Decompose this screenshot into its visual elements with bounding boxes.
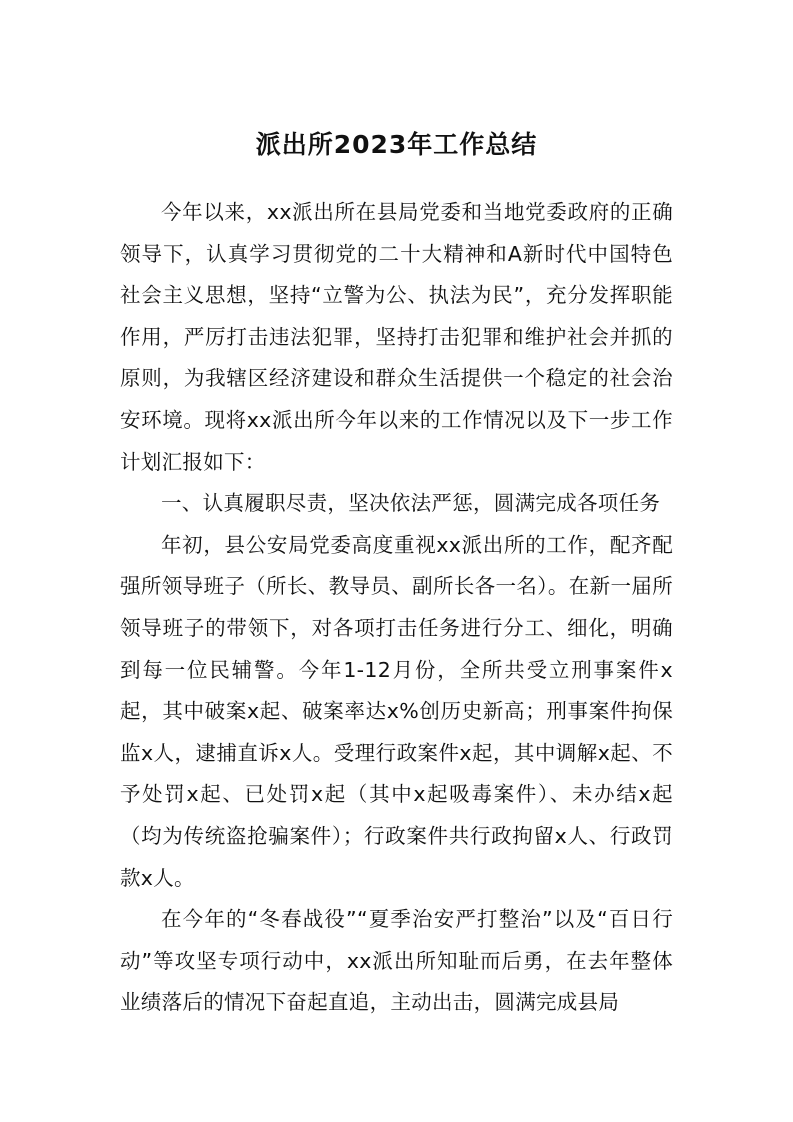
document-title: 派出所2023年工作总结	[255, 130, 538, 159]
intro-paragraph: 今年以来，xx派出所在县局党委和当地党委政府的正确领导下，认真学习贯彻党的二十大精神和A新时代中国特色社会主义思想，坚持“立警为公、执法为民”，充分发挥职能作用，严厉打击违法犯罪，坚持打击犯罪和维护社会并抓的原则，为我辖区经济建设和群众生活提供一个稳定的社会治安环境。现将xx派出所今年以来的工作情况以及下一步工作计划汇报如下：	[120, 200, 673, 474]
section-1-paragraph-2: 在今年的“冬春战役”“夏季治安严打整治”以及“百日行动”等攻坚专项行动中，xx派出所知耻而后勇，在去年整体业绩落后的情况下奋起直追，主动出击，圆满完成县局	[120, 907, 673, 1015]
section-1-paragraph-1: 年初，县公安局党委高度重视xx派出所的工作，配齐配强所领导班子（所长、教导员、副所长各一名）。在新一届所领导班子的带领下，对各项打击任务进行分工、细化，明确到每一位民辅警。今年1-12月份，全所共受立刑事案件x起，其中破案x起、破案率达x%创历史新高；刑事案件拘保监x人，逮捕直诉x人。受理行政案件x起，其中调解x起、不予处罚x起、已处罚x起（其中x起吸毒案件）、未办结x起（均为传统盗抢骗案件）；行政案件共行政拘留x人、行政罚款x人。	[120, 532, 673, 890]
section-heading-1: 一、认真履职尽责，坚决依法严惩，圆满完成各项任务	[161, 491, 661, 516]
document-body	[120, 192, 673, 1024]
